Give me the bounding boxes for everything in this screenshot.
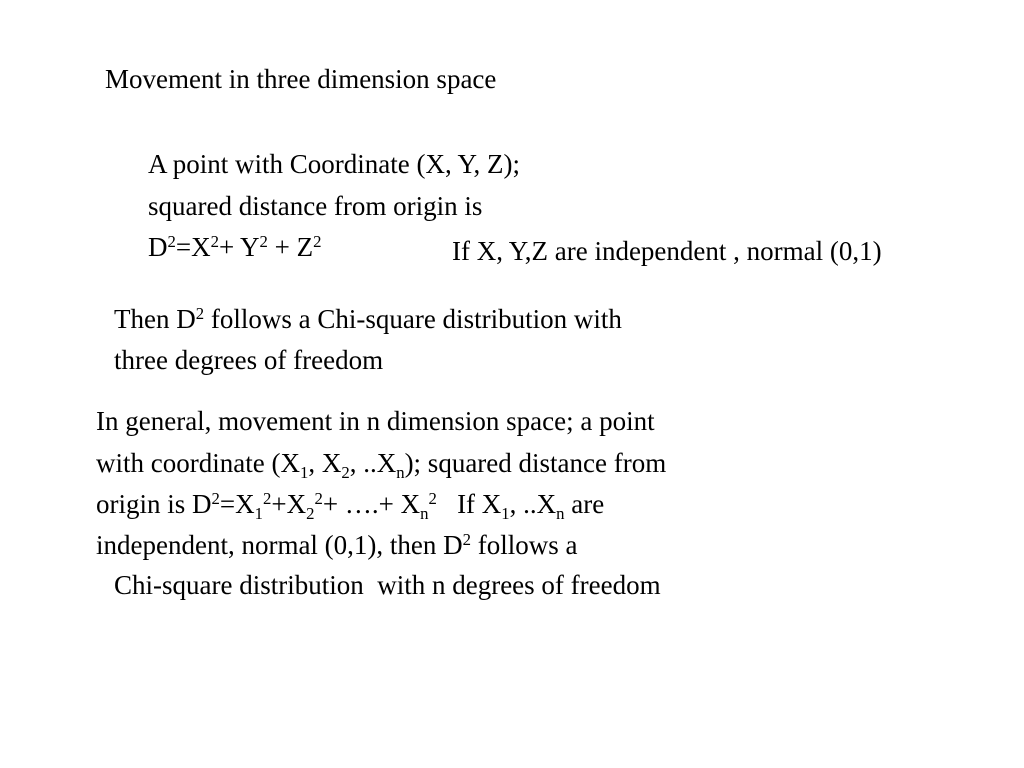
- chi-square-line-2: three degrees of freedom: [114, 345, 384, 375]
- point-line-1: A point with Coordinate (X, Y, Z);: [148, 149, 520, 179]
- independence-condition: If X, Y,Z are independent , normal (0,1): [452, 236, 882, 266]
- general-line-2: with coordinate ($X_1$, $X_2$, $..X_n$); squared distance from: [96, 448, 667, 482]
- point-line-2: squared distance from origin is: [148, 191, 483, 221]
- chi-square-line-1: Then $D^2$ follows a Chi-square distribution with: [114, 303, 622, 334]
- distance-equation: $D^2=X^2+ Y^2 + Z^2$: [148, 231, 322, 262]
- general-line-1: In general, movement in n dimension space; a point: [96, 406, 655, 436]
- general-line-5: Chi-square distribution with n degrees of freedom: [114, 570, 661, 600]
- slide-title: Movement in three dimension space: [105, 64, 497, 94]
- general-line-3: origin is $D^2=X_1^2+X_2^2+$ ….+ $X_n^2$ If $X_1$, $..X_n$ are: [96, 488, 605, 523]
- general-line-4: independent, normal (0,1), then $D^2$ follows a: [96, 529, 578, 560]
